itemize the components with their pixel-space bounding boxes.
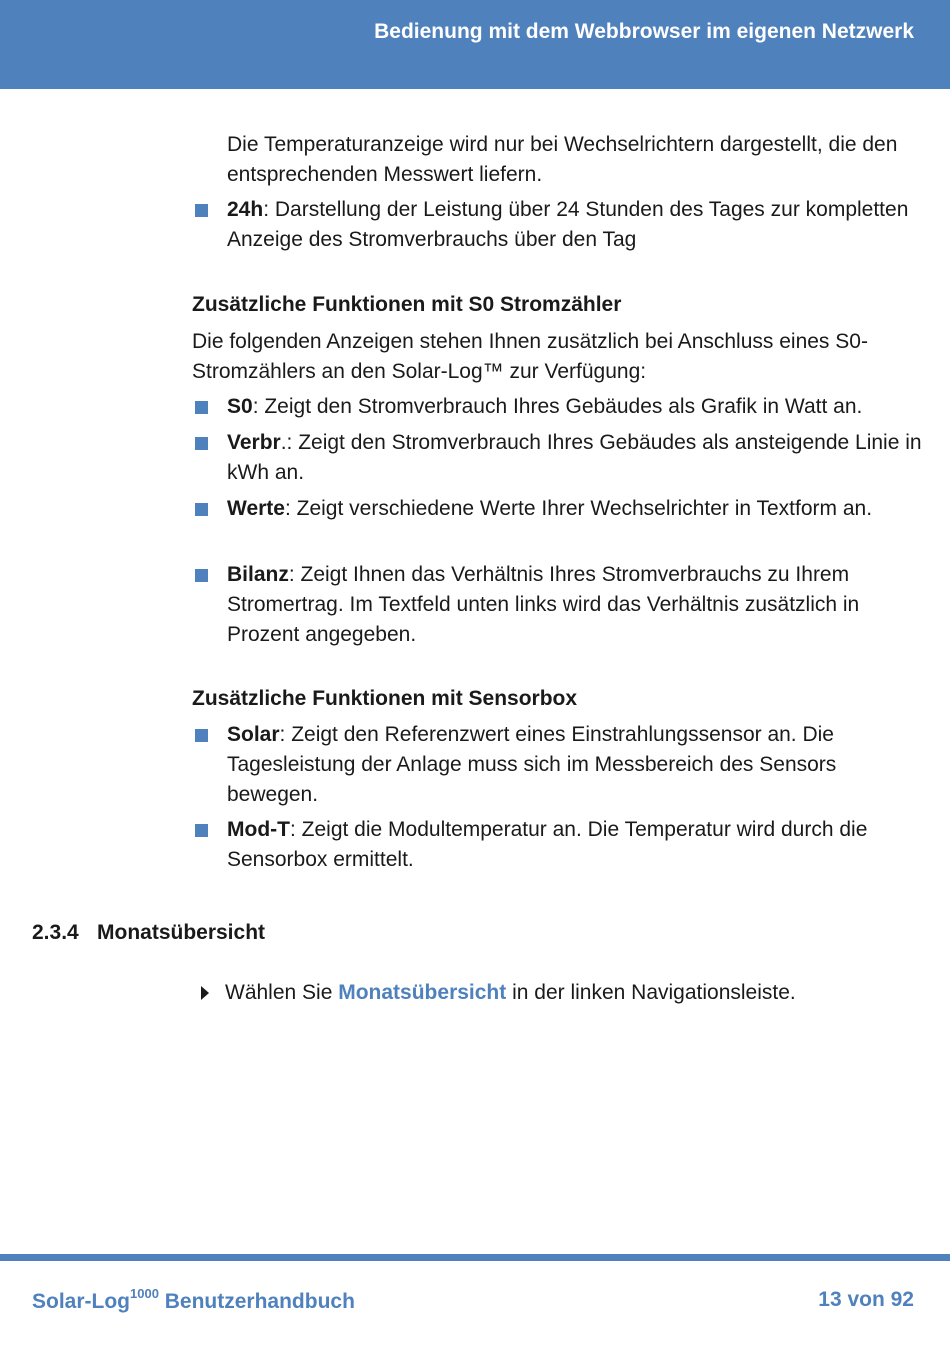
term-24h: 24h xyxy=(227,198,264,221)
term-mod-t: Mod-T xyxy=(227,818,290,841)
text-24h: : Darstellung der Leistung über 24 Stunden des Tages zur kompletten Anzeige des Stromverbrauchs über den Tag xyxy=(227,198,909,251)
bullet-square-icon xyxy=(195,437,208,450)
temp-note: Die Temperaturanzeige wird nur bei Wechselrichtern dargestellt, die den entsprechenden Messwert liefern. xyxy=(227,133,898,186)
section-number: 2.3.4 xyxy=(32,921,79,944)
footer-product xyxy=(32,1288,355,1314)
text-s0: : Zeigt den Stromverbrauch Ihres Gebäudes als Grafik in Watt an. xyxy=(252,395,863,418)
header-title: Bedienung mit dem Webbrowser im eigenen Netzwerk xyxy=(374,20,914,43)
instruction-prefix: Wählen Sie xyxy=(225,981,339,1004)
bullet-square-icon xyxy=(195,503,208,516)
text-mod-t: : Zeigt die Modultemperatur an. Die Temperatur wird durch die Sensorbox ermittelt. xyxy=(227,818,868,871)
bullet-square-icon xyxy=(195,729,208,742)
monatsuebersicht-link[interactable]: Monatsübersicht xyxy=(338,981,507,1004)
footer-product-sup: 1000 xyxy=(130,1286,159,1301)
page-number: 13 von 92 xyxy=(818,1288,914,1311)
s0-intro: Die folgenden Anzeigen stehen Ihnen zusätzlich bei Anschluss eines S0-Stromzählers an den Solar-Log™ zur Verfügung: xyxy=(192,330,868,383)
term-bilanz: Bilanz xyxy=(227,563,289,586)
s0-heading: Zusätzliche Funktionen mit S0 Stromzähler xyxy=(192,293,622,316)
term-solar: Solar xyxy=(227,723,280,746)
arrow-right-icon xyxy=(201,986,209,1000)
section-title: Monatsübersicht xyxy=(97,921,266,944)
list-item-werte xyxy=(227,494,927,524)
bullet-square-icon xyxy=(195,824,208,837)
list-item-solar xyxy=(227,720,927,810)
instruction-suffix: in der linken Navigationsleiste. xyxy=(506,981,796,1004)
term-s0: S0 xyxy=(227,395,253,418)
bullet-square-icon xyxy=(195,401,208,414)
bullet-square-icon xyxy=(195,569,208,582)
term-verbr: Verbr xyxy=(227,431,281,454)
text-bilanz: : Zeigt Ihnen das Verhältnis Ihres Stromverbrauchs zu Ihrem Stromertrag. Im Textfeld unten links wird das Verhältnis zusätzlich in Prozent angegeben. xyxy=(227,563,860,646)
list-item-bilanz xyxy=(227,560,927,650)
footer-product-name: Solar-Log xyxy=(32,1290,130,1313)
instruction xyxy=(225,978,925,1008)
footer-product-suffix: Benutzerhandbuch xyxy=(158,1290,355,1313)
text-verbr: .: Zeigt den Stromverbrauch Ihres Gebäudes als ansteigende Linie in kWh an. xyxy=(227,431,922,484)
sensorbox-heading: Zusätzliche Funktionen mit Sensorbox xyxy=(192,687,578,710)
text-solar: : Zeigt den Referenzwert eines Einstrahlungssensor an. Die Tagesleistung der Anlage muss sich im Messbereich des Sensors bewegen. xyxy=(227,723,837,806)
term-werte: Werte xyxy=(227,497,285,520)
list-item-mod-t xyxy=(227,815,927,875)
list-item-s0 xyxy=(227,392,927,422)
list-item-verbr xyxy=(227,428,927,488)
bullet-square-icon xyxy=(195,204,208,217)
list-item-24h xyxy=(227,195,927,255)
page-header xyxy=(0,0,950,89)
footer-divider xyxy=(0,1254,950,1261)
text-werte: : Zeigt verschiedene Werte Ihrer Wechselrichter in Textform an. xyxy=(284,497,873,520)
